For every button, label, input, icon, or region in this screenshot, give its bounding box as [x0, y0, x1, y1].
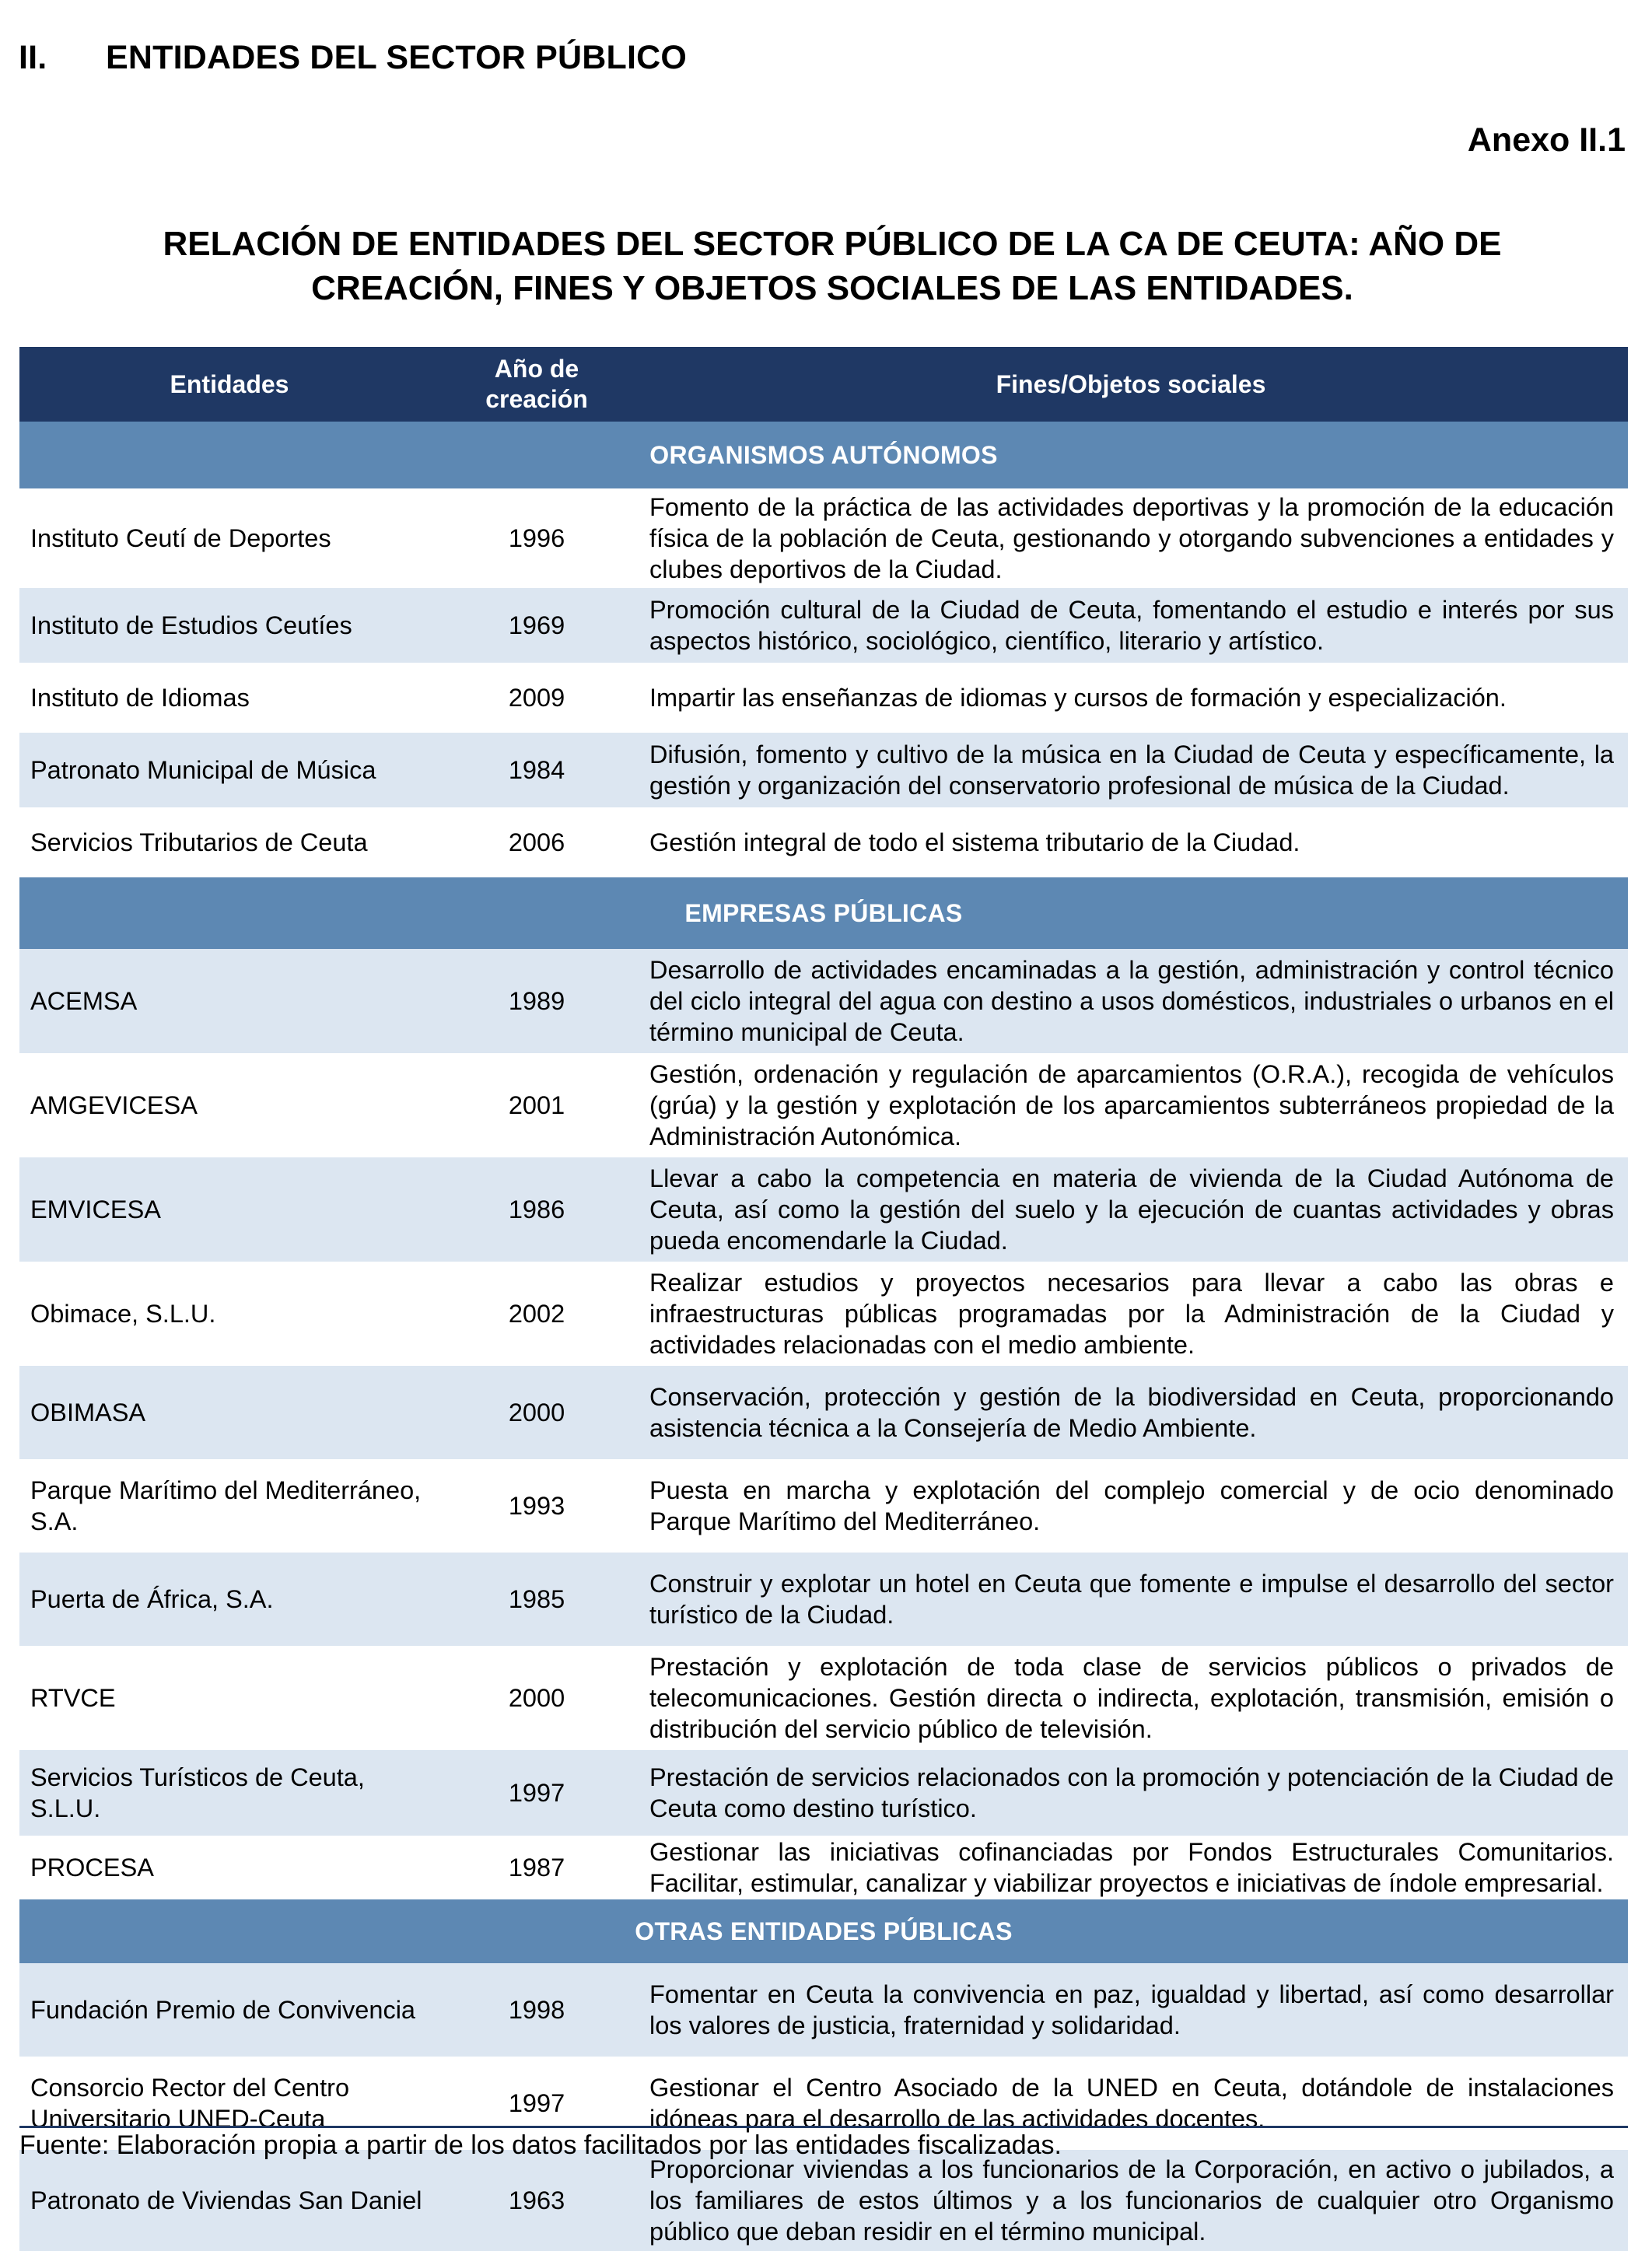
section-title: EMPRESAS PÚBLICAS: [19, 877, 1628, 949]
year-cell: 2009: [508, 684, 565, 712]
document-title: [54, 222, 1610, 310]
header-row: [19, 347, 1628, 422]
purpose-cell: Llevar a cabo la competencia en materia de vivienda de la Ciudad Autónoma de Ceuta, así como la gestión del suelo y la ejecución de cuantas actividades y obras pueda encomendarle la Ciudad.: [634, 1157, 1628, 1262]
entity-cell: Obimace, S.L.U.: [30, 1300, 216, 1328]
section-title: ENTIDADES DEL SECTOR PÚBLICO: [106, 39, 688, 76]
year-cell: 1989: [439, 949, 634, 1053]
entity-cell: Instituto de Idiomas: [30, 684, 250, 712]
purpose-cell: Construir y explotar un hotel en Ceuta que fomente e impulse el desarrollo del sector turístico de la Ciudad.: [634, 1553, 1628, 1646]
section-number: II.: [19, 39, 47, 76]
table-row: [19, 588, 1628, 663]
purpose-cell: Desarrollo de actividades encaminadas a la gestión, administración y control técnico del ciclo integral del agua con destino a usos domésticos, industriales o urbanos en el término municipal de Ceuta.: [634, 949, 1628, 1053]
table-row: [19, 1646, 1628, 1750]
year-cell: 2002: [508, 1300, 565, 1328]
entity-cell: Consorcio Rector del Centro Universitario UNED-Ceuta: [30, 2074, 350, 2133]
purpose-cell: Fomento de la práctica de las actividades deportivas y la promoción de la educación física de la población de Ceuta, gestionando y otorgando subvenciones a entidades y clubes deportivos de la Ciudad.: [649, 493, 1614, 583]
table-row: [19, 2150, 1628, 2251]
title-line-2: CREACIÓN, FINES Y OBJETOS SOCIALES DE LAS ENTIDADES.: [311, 269, 1353, 307]
year-cell: 1997: [508, 2089, 565, 2117]
source-note: Fuente: Elaboración propia a partir de los datos facilitados por las entidades fiscalizadas.: [19, 2126, 1628, 2161]
table-row: [19, 1836, 1628, 1899]
table-row: [19, 1553, 1628, 1646]
year-cell: 1996: [508, 524, 565, 552]
year-cell: 1985: [439, 1553, 634, 1646]
purpose-cell: Proporcionar viviendas a los funcionarios de la Corporación, en activo o jubilados, a los familiares de estos últimos y a los funcionarios de cualquier otro Organismo público que deban residir en el término municipal.: [634, 2150, 1628, 2251]
entity-cell: Parque Marítimo del Mediterráneo, S.A.: [30, 1476, 422, 1535]
entity-cell: Patronato de Viviendas San Daniel: [19, 2150, 439, 2251]
entity-cell: Servicios Turísticos de Ceuta, S.L.U.: [19, 1750, 439, 1836]
column-header-year-line-1: Año de: [494, 355, 579, 383]
section-row: [19, 877, 1628, 949]
table-body: [19, 422, 1628, 2251]
table-row: [19, 807, 1628, 877]
year-cell: 1986: [439, 1157, 634, 1262]
purpose-cell: Promoción cultural de la Ciudad de Ceuta, fomentando el estudio e interés por sus aspectos histórico, sociológico, científico, literario y artístico.: [634, 588, 1628, 663]
entity-cell: RTVCE: [30, 1684, 116, 1712]
purpose-cell: Prestación de servicios relacionados con la promoción y potenciación de la Ciudad de Ceuta como destino turístico.: [634, 1750, 1628, 1836]
year-cell: 1984: [439, 733, 634, 807]
column-header-purpose: Fines/Objetos sociales: [634, 347, 1628, 422]
purpose-cell: Difusión, fomento y cultivo de la música en la Ciudad de Ceuta y específicamente, la gestión y organización del conservatorio profesional de música de la Ciudad.: [634, 733, 1628, 807]
purpose-cell: Gestionar las iniciativas cofinanciadas por Fondos Estructurales Comunitarios. Facilitar, estimular, canalizar y viabilizar proyectos e iniciativas de índole empresarial.: [649, 1838, 1614, 1897]
purpose-cell: Impartir las enseñanzas de idiomas y cursos de formación y especialización.: [649, 684, 1507, 712]
year-cell: 1987: [508, 1854, 565, 1882]
entity-cell: Fundación Premio de Convivencia: [19, 1963, 439, 2057]
table-header: [19, 347, 1628, 422]
section-heading: [19, 39, 687, 77]
section-title: ORGANISMOS AUTÓNOMOS: [19, 422, 1628, 488]
annex-label: Anexo II.1: [1467, 121, 1626, 159]
year-cell: 1969: [439, 588, 634, 663]
year-cell: 2001: [508, 1091, 565, 1119]
column-header-year: [439, 347, 634, 422]
year-cell: 1998: [439, 1963, 634, 2057]
purpose-cell: Puesta en marcha y explotación del complejo comercial y de ocio denominado Parque Marítimo del Mediterráneo.: [649, 1476, 1614, 1535]
table-row: [19, 1366, 1628, 1459]
section-title: OTRAS ENTIDADES PÚBLICAS: [19, 1899, 1628, 1963]
entity-cell: AMGEVICESA: [30, 1091, 198, 1119]
table-row: [19, 1053, 1628, 1157]
year-cell: 1993: [508, 1492, 565, 1520]
entity-cell: Instituto de Estudios Ceutíes: [19, 588, 439, 663]
year-cell: 1997: [439, 1750, 634, 1836]
table-row: [19, 733, 1628, 807]
entity-cell: OBIMASA: [19, 1366, 439, 1459]
year-cell: 2000: [508, 1684, 565, 1712]
entity-cell: Servicios Tributarios de Ceuta: [30, 828, 368, 856]
table-row: [19, 488, 1628, 588]
year-cell: 1963: [439, 2150, 634, 2251]
purpose-cell: Conservación, protección y gestión de la biodiversidad en Ceuta, proporcionando asistencia técnica a la Consejería de Medio Ambiente.: [634, 1366, 1628, 1459]
table-row: [19, 949, 1628, 1053]
table-row: [19, 1459, 1628, 1553]
purpose-cell: Gestión, ordenación y regulación de aparcamientos (O.R.A.), recogida de vehículos (grúa) y la gestión y explotación de los aparcamientos subterráneos propiedad de la Administración Autonómica.: [649, 1060, 1614, 1150]
entities-table: [19, 347, 1628, 2251]
year-cell: 2000: [439, 1366, 634, 1459]
purpose-cell: Gestión integral de todo el sistema tributario de la Ciudad.: [649, 828, 1300, 856]
table-row: [19, 1262, 1628, 1366]
purpose-cell: Gestionar el Centro Asociado de la UNED en Ceuta, dotándole de instalaciones idóneas para el desarrollo de las actividades docentes.: [649, 2074, 1614, 2133]
section-row: [19, 1899, 1628, 1963]
table-row: [19, 663, 1628, 733]
purpose-cell: Realizar estudios y proyectos necesarios para llevar a cabo las obras e infraestructuras públicas programadas por la Administración de la Ciudad y actividades relacionadas con el medio ambiente.: [649, 1269, 1614, 1359]
entity-cell: ACEMSA: [19, 949, 439, 1053]
section-row: [19, 422, 1628, 488]
column-header-entity: Entidades: [19, 347, 439, 422]
entity-cell: Patronato Municipal de Música: [19, 733, 439, 807]
title-line-1: RELACIÓN DE ENTIDADES DEL SECTOR PÚBLICO DE LA CA DE CEUTA: AÑO DE: [163, 225, 1502, 263]
table-row: [19, 1157, 1628, 1262]
purpose-cell: Fomentar en Ceuta la convivencia en paz, igualdad y libertad, así como desarrollar los valores de justicia, fraternidad y solidaridad.: [634, 1963, 1628, 2057]
entity-cell: EMVICESA: [19, 1157, 439, 1262]
table-row: [19, 1963, 1628, 2057]
entity-cell: Instituto Ceutí de Deportes: [30, 524, 331, 552]
column-header-year-line-2: creación: [485, 385, 588, 413]
entity-cell: PROCESA: [30, 1854, 154, 1882]
table-row: [19, 1750, 1628, 1836]
purpose-cell: Prestación y explotación de toda clase de servicios públicos o privados de telecomunicaciones. Gestión directa o indirecta, explotación, transmisión, emisión o distribución del servicio público de televisión.: [649, 1653, 1614, 1743]
year-cell: 2006: [508, 828, 565, 856]
entity-cell: Puerta de África, S.A.: [19, 1553, 439, 1646]
